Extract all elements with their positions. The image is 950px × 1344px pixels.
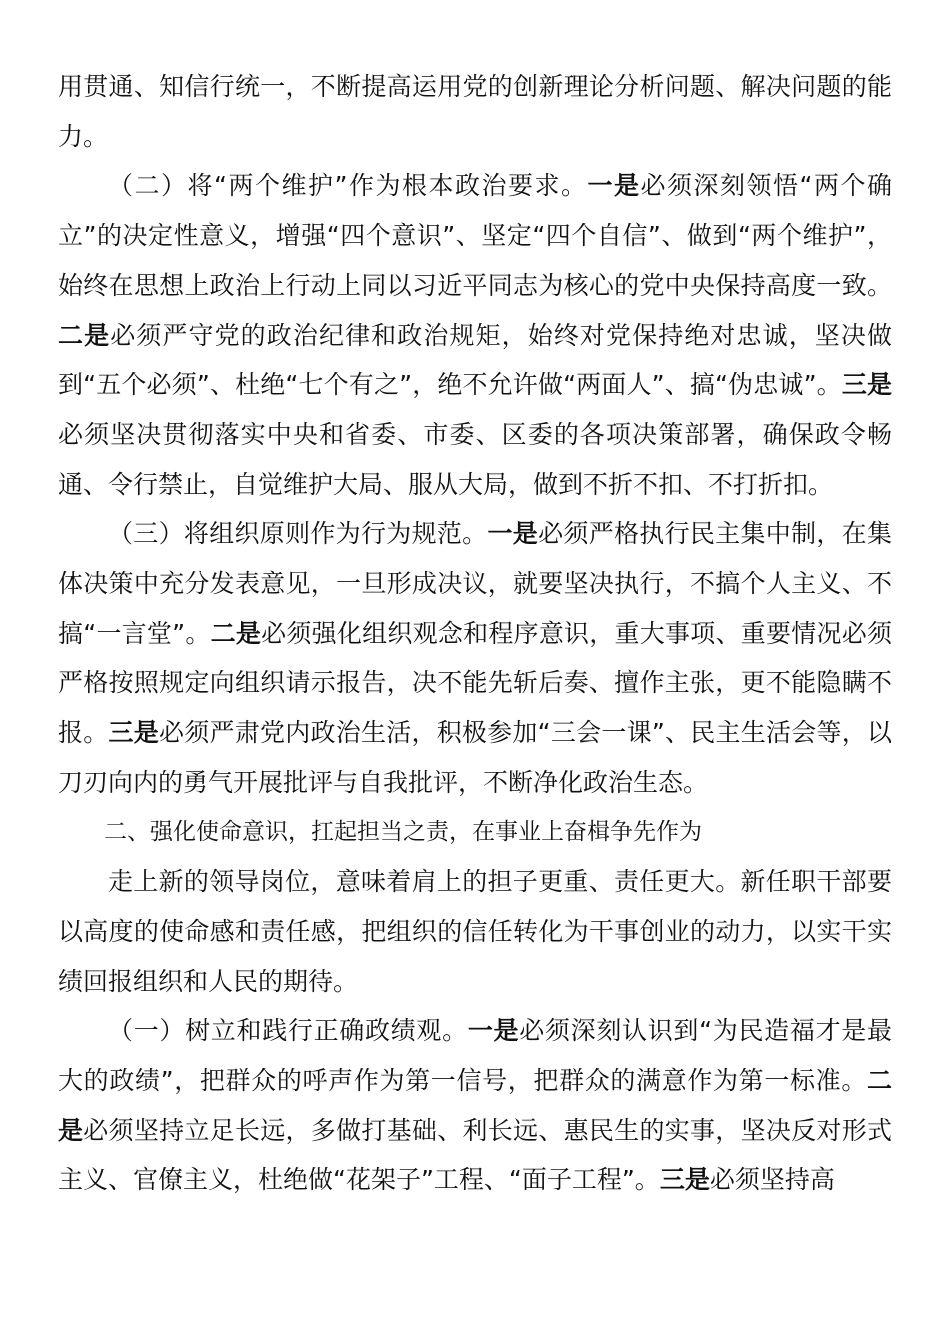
paragraph bbox=[58, 509, 892, 807]
text-run: （一）树立和践行正确政绩观。 bbox=[108, 1016, 468, 1046]
bold-ordinal-label: 一是 bbox=[587, 171, 641, 201]
bold-ordinal-label: 三是 bbox=[659, 1165, 710, 1195]
text-run: 必须强化组织观念和程序意识，重大事项、重要情况必须严格按照规定向组织请示报告，决不能先斩后奏、擅作主张，更不能隐瞒不报。 bbox=[58, 618, 892, 748]
bold-ordinal-label: 三是 bbox=[841, 370, 892, 400]
text-run: （三）将组织原则作为行为规范。 bbox=[108, 519, 488, 549]
section-heading bbox=[58, 808, 892, 858]
text-run: 必须深刻认识到“为民造福才是最大的政绩”，把群众的呼声作为第一信号，把群众的满意作为第一标准。 bbox=[58, 1016, 892, 1096]
text-run: （二）将“两个维护”作为根本政治要求。 bbox=[108, 171, 588, 201]
text-run: 必须严格执行民主集中制，在集体决策中充分发表意见，一旦形成决议，就要坚决执行，不搞个人主义、不搞“一言堂”。 bbox=[58, 519, 892, 648]
bold-ordinal-label: 二是 bbox=[58, 1066, 892, 1145]
bold-ordinal-label: 一是 bbox=[467, 1016, 520, 1046]
text-run: 必须坚决贯彻落实中央和省委、市委、区委的各项决策部署，确保政令畅通、令行禁止，自觉维护大局、服从大局，做到不折不扣、不打折扣。 bbox=[58, 419, 892, 499]
bold-ordinal-label: 二是 bbox=[210, 618, 262, 648]
paragraph bbox=[58, 857, 892, 1006]
text-run: 必须坚持立足长远，多做打基础、利长远、惠民生的实事，坚决反对形式主义、官僚主义，杜绝做“花架子”工程、“面子工程”。 bbox=[58, 1115, 892, 1195]
text-run: 二、强化使命意识，扛起担当之责，在事业上奋楫争先作为 bbox=[104, 818, 702, 845]
text-run: 必须严守党的政治纪律和政治规矩，始终对党保持绝对忠诚，坚决做到“五个必须”、杜绝“七个有之”，绝不允许做“两面人”、搞“伪忠诚”。 bbox=[58, 320, 892, 400]
text-run: 必须坚持高 bbox=[709, 1165, 835, 1195]
text-run: 必须深刻领悟“两个确立”的决定性意义，增强“四个意识”、坚定“四个自信”、做到“两个维护”，始终在思想上政治上行动上同以习近平同志为核心的党中央保持高度一致。 bbox=[58, 171, 892, 300]
text-run: 用贯通、知信行统一，不断提高运用党的创新理论分析问题、解决问题的能力。 bbox=[58, 72, 892, 151]
paragraph bbox=[58, 62, 892, 161]
bold-ordinal-label: 三是 bbox=[108, 718, 159, 748]
paragraph bbox=[58, 1006, 892, 1205]
text-run: 走上新的领导岗位，意味着肩上的担子更重、责任更大。新任职干部要以高度的使命感和责任感，把组织的信任转化为干事创业的动力，以实干实绩回报组织和人民的期待。 bbox=[58, 867, 892, 996]
text-run: 必须严肃党内政治生活，积极参加“三会一课”、民主生活会等，以刀刃向内的勇气开展批评与自我批评，不断净化政治生态。 bbox=[58, 718, 892, 797]
bold-ordinal-label: 二是 bbox=[58, 320, 111, 350]
bold-ordinal-label: 一是 bbox=[487, 519, 539, 549]
paragraph bbox=[58, 161, 892, 509]
